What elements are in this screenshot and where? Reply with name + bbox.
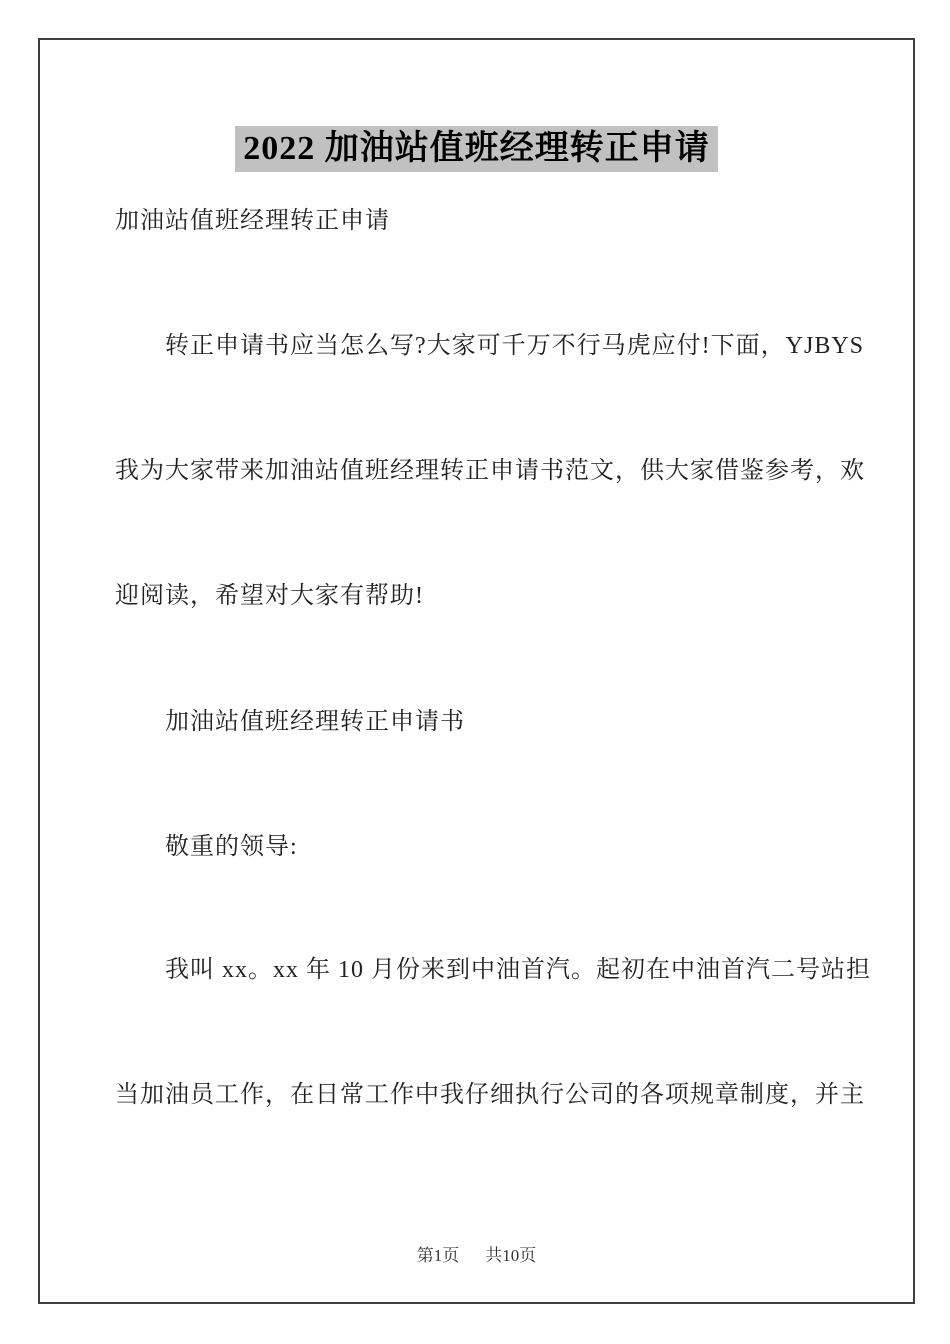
paragraph-line-1: 加油站值班经理转正申请: [115, 208, 390, 234]
paragraph-line-5: 加油站值班经理转正申请书: [165, 709, 465, 735]
paragraph-line-3: 我为大家带来加油站值班经理转正申请书范文，供大家借鉴参考，欢: [115, 458, 865, 484]
footer-total-pages: 共10页: [485, 1246, 537, 1265]
paragraph-line-6: 敬重的领导:: [165, 834, 298, 860]
title-row: [40, 126, 913, 172]
paragraph-line-8: 当加油员工作，在日常工作中我仔细执行公司的各项规章制度，并主: [115, 1082, 865, 1108]
paragraph-line-4: 迎阅读，希望对大家有帮助!: [115, 583, 424, 609]
page-border-frame: [38, 38, 915, 1304]
paragraph-line-7: 我叫 xx。xx 年 10 月份来到中油首汽。起初在中油首汽二号站担: [165, 957, 871, 983]
paragraph-line-2: 转正申请书应当怎么写?大家可千万不行马虎应付!下面，YJBYS: [165, 333, 865, 359]
footer-current-page: 第1页: [416, 1246, 460, 1265]
document-title: 2022 加油站值班经理转正申请: [235, 126, 718, 172]
page-footer: [40, 1244, 913, 1268]
